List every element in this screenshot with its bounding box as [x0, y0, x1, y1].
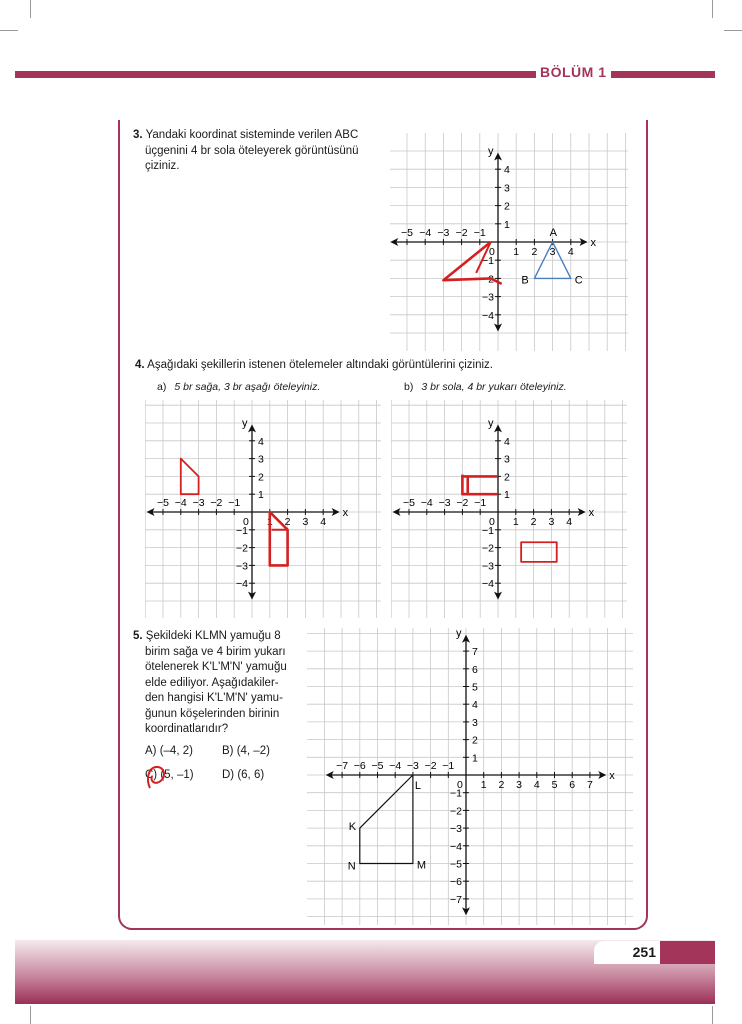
y-tick-label: −5: [450, 858, 462, 871]
y-tick-label: 4: [504, 435, 510, 448]
x-tick-label: −2: [456, 497, 469, 509]
point-label-l: L: [414, 780, 422, 792]
x-axis-label: x: [590, 237, 597, 249]
y-tick-label: 3: [504, 453, 510, 466]
origin-label: 0: [489, 516, 495, 528]
x-tick-label: −7: [336, 760, 349, 772]
coordinate-grid-q5: [307, 628, 633, 925]
question-text-line: ğunun köşelerinden birinin: [145, 707, 280, 720]
x-tick-label: 3: [548, 516, 555, 528]
x-axis-label: x: [342, 507, 349, 519]
x-tick-label: −1: [473, 227, 486, 239]
x-tick-label: 4: [566, 516, 573, 528]
x-tick-label: 7: [586, 779, 593, 791]
y-axis-label: y: [242, 417, 248, 430]
subquestion-b: [404, 381, 567, 393]
x-tick-label: −4: [420, 497, 433, 509]
x-tick-label: −2: [455, 227, 468, 239]
y-tick-label: −1: [236, 524, 248, 537]
option-b[interactable]: B) (4, –2): [222, 745, 270, 757]
x-tick-label: −1: [228, 497, 241, 509]
y-tick-label: 1: [472, 752, 478, 765]
x-tick-label: 3: [302, 516, 309, 528]
subquestion-a: [157, 381, 320, 393]
question-text-line: ötelenerek K'L'M'N' yamuğu: [145, 661, 287, 673]
y-tick-label: 6: [472, 663, 478, 676]
subquestion-text: 5 br sağa, 3 br aşağı öteleyiniz.: [174, 381, 321, 393]
x-tick-label: 1: [480, 779, 487, 791]
trapezoid-klmn: [360, 775, 413, 864]
y-tick-label: −1: [450, 787, 462, 800]
y-tick-label: −7: [450, 893, 462, 906]
x-tick-label: 4: [320, 516, 327, 528]
crop-mark: [712, 0, 713, 18]
subquestion-label: a): [157, 381, 167, 393]
y-tick-label: −3: [236, 560, 248, 573]
y-tick-label: 7: [472, 646, 478, 659]
x-tick-label: 4: [567, 246, 574, 258]
x-tick-label: −6: [353, 760, 366, 772]
y-tick-label: −3: [450, 823, 462, 836]
x-tick-label: −3: [438, 497, 451, 509]
y-tick-label: −6: [450, 876, 462, 889]
x-tick-label: −1: [442, 760, 455, 772]
x-tick-label: 1: [266, 516, 273, 528]
x-tick-label: −5: [371, 760, 384, 772]
x-tick-label: −2: [210, 497, 223, 509]
coordinate-grid-q4a: [145, 400, 381, 618]
question-text-line: birim sağa ve 4 birim yukarı: [145, 645, 286, 658]
x-tick-label: −3: [192, 497, 205, 509]
question-text-line: çiziniz.: [145, 160, 180, 172]
y-tick-label: 2: [504, 471, 510, 484]
y-tick-label: 3: [472, 716, 478, 729]
y-tick-label: −1: [482, 524, 494, 537]
y-tick-label: 1: [258, 489, 264, 502]
option-c[interactable]: C) (5, –1): [145, 769, 194, 781]
y-tick-label: 4: [504, 164, 510, 177]
subquestion-text: 3 br sola, 4 br yukarı öteleyiniz.: [421, 381, 567, 393]
point-label-n: N: [347, 860, 356, 873]
question-3: [133, 128, 383, 175]
y-tick-label: 2: [504, 200, 510, 213]
x-axis-label: x: [609, 770, 615, 782]
y-tick-label: 4: [472, 699, 478, 712]
y-tick-label: −4: [482, 309, 494, 322]
chapter-title: BÖLÜM 1: [536, 64, 611, 80]
y-axis-label: y: [488, 145, 494, 158]
y-tick-label: −4: [236, 578, 248, 591]
x-tick-label: 2: [498, 779, 505, 791]
y-tick-label: −4: [450, 840, 462, 853]
y-tick-label: 3: [258, 453, 264, 466]
page-number: 251: [632, 944, 656, 960]
y-axis-label: y: [456, 628, 462, 640]
x-tick-label: 1: [513, 246, 520, 258]
y-tick-label: 3: [504, 182, 510, 195]
question-number: 3.: [133, 129, 143, 141]
x-tick-label: −3: [406, 760, 419, 772]
crop-mark: [724, 30, 742, 31]
page-number-bar: [660, 941, 715, 964]
x-tick-label: −4: [419, 227, 432, 239]
point-label-a: A: [549, 227, 557, 239]
crop-mark: [30, 0, 31, 18]
origin-label: 0: [243, 516, 249, 528]
origin-label: 0: [457, 779, 463, 791]
option-d[interactable]: D) (6, 6): [222, 769, 265, 781]
x-tick-label: 2: [284, 516, 291, 528]
x-tick-label: 2: [530, 516, 537, 528]
x-tick-label: 6: [569, 779, 576, 791]
y-tick-label: 2: [472, 734, 478, 747]
question-text: Aşağıdaki şekillerin istenen ötelemeler altındaki görüntülerini çiziniz.: [147, 359, 493, 371]
x-tick-label: 2: [531, 246, 538, 258]
x-tick-label: −2: [424, 760, 437, 772]
coordinate-grid-q3: [390, 133, 628, 351]
y-tick-label: −3: [482, 291, 494, 304]
subquestion-label: b): [404, 381, 414, 393]
point-label-b: B: [521, 274, 529, 287]
question-text-line: Şekildeki KLMN yamuğu 8: [145, 630, 281, 642]
crop-mark: [30, 1006, 31, 1024]
x-tick-label: 4: [533, 779, 540, 791]
x-tick-label: 3: [549, 246, 556, 258]
x-tick-label: −5: [401, 227, 413, 239]
y-tick-label: −3: [482, 560, 494, 573]
question-text-line: den hangisi K'L'M'N' yamu-: [145, 692, 283, 704]
coordinate-grid-q4b: [391, 400, 627, 618]
y-tick-label: −2: [236, 542, 248, 555]
question-text-line: koordinatlarıdır?: [145, 723, 229, 735]
x-tick-label: −4: [389, 760, 402, 772]
question-5: [133, 629, 308, 738]
y-tick-label: −4: [482, 578, 494, 591]
y-tick-label: −2: [482, 542, 494, 555]
question-number: 5.: [133, 630, 143, 642]
y-tick-label: 1: [504, 218, 510, 231]
point-label-m: M: [416, 859, 427, 872]
x-axis-label: x: [588, 507, 595, 519]
x-tick-label: −1: [474, 497, 487, 509]
y-tick-label: 2: [258, 471, 264, 484]
point-label-k: K: [348, 821, 357, 834]
y-tick-label: −2: [450, 805, 462, 818]
point-label-c: C: [574, 274, 583, 287]
question-4: [135, 358, 555, 374]
y-axis-label: y: [488, 417, 494, 430]
crop-mark: [0, 30, 18, 31]
crop-mark: [712, 1006, 713, 1024]
origin-label: 0: [489, 246, 495, 258]
x-tick-label: 1: [512, 516, 519, 528]
y-tick-label: −1: [482, 255, 494, 268]
x-tick-label: −4: [174, 497, 187, 509]
x-tick-label: −5: [157, 497, 169, 509]
y-tick-label: 4: [258, 435, 264, 448]
x-tick-label: −3: [437, 227, 450, 239]
question-text-line: üçgenini 4 br sola öteleyerek görüntüsünü: [145, 144, 359, 157]
y-tick-label: 1: [504, 489, 510, 502]
answer-circle-mark: [140, 762, 174, 790]
option-a[interactable]: A) (–4, 2): [145, 745, 193, 757]
question-text-line: Yandaki koordinat sisteminde verilen ABC: [145, 129, 359, 141]
y-tick-label: −2: [482, 273, 494, 286]
x-tick-label: 3: [516, 779, 523, 791]
x-tick-label: −5: [403, 497, 415, 509]
question-text-line: elde ediliyor. Aşağıdakiler-: [145, 676, 279, 689]
x-tick-label: 5: [551, 779, 558, 791]
y-tick-label: 5: [472, 681, 478, 694]
question-number: 4.: [135, 359, 145, 371]
